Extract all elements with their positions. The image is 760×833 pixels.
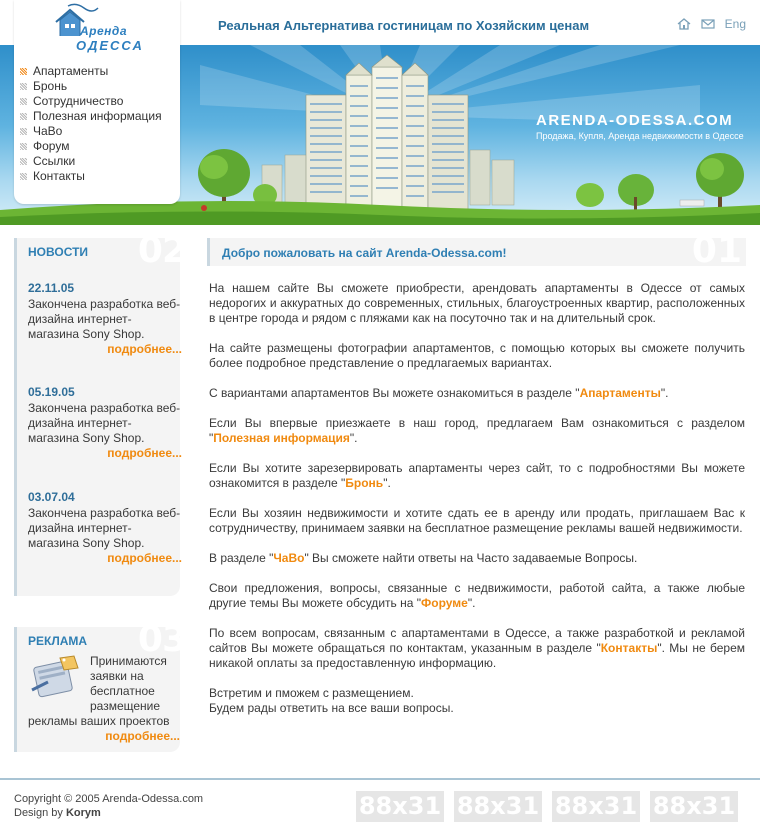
text-span: В разделе " xyxy=(209,551,274,565)
main-header xyxy=(207,230,746,271)
paragraph: На сайте размещены фотографии апартаментов, с помощью которых вы сможете получить более подробное представление о предлагаемых вариантах. xyxy=(209,341,745,370)
menu-item-faq[interactable] xyxy=(20,124,162,139)
menu-item-booking[interactable] xyxy=(20,79,162,94)
mail-icon[interactable] xyxy=(701,18,715,30)
paragraph xyxy=(209,551,745,566)
main-menu xyxy=(20,64,162,184)
design-by-label: Design by xyxy=(14,807,63,819)
news-item xyxy=(28,490,182,566)
text-span: Если Вы впервые приезжаете в наш город, предлагаем Вам ознакомиться с разделом " xyxy=(209,416,745,445)
link-faq[interactable]: ЧаВо xyxy=(273,551,305,565)
menu-item-label: Апартаменты xyxy=(33,64,109,78)
text-span: ". xyxy=(467,596,476,610)
paragraph xyxy=(209,626,745,671)
paragraph xyxy=(209,386,745,401)
footer-divider xyxy=(0,778,760,780)
menu-item-cooperation[interactable] xyxy=(20,94,162,109)
home-icon[interactable] xyxy=(677,18,691,30)
page-title: Добро пожаловать на сайт Arenda-Odessa.com! xyxy=(222,246,507,260)
main-header-number: 01 xyxy=(691,230,742,271)
main-content xyxy=(209,281,745,731)
text-span: ". xyxy=(383,476,391,490)
text-span: ". Мы не берем никакой оплаты за предоставленную информацию. xyxy=(209,641,746,670)
banner-button-88x31[interactable]: 88x31 xyxy=(552,791,640,822)
hero-site-title: ARENDA-ODESSA.COM xyxy=(536,112,734,129)
author-link[interactable]: Korym xyxy=(65,807,101,819)
ads-more-link[interactable]: подробнее... xyxy=(105,729,180,743)
text-span: ". xyxy=(349,431,358,445)
paragraph: Если Вы хозяин недвижимости и хотите сдать ее в аренду или продать, приглашаем Вас к сотрудничеству, принимаем заявки на бесплатное размещение рекламы вашей недвижимости. xyxy=(209,506,745,535)
link-useful-info[interactable]: Полезная информация xyxy=(213,431,350,445)
footer-buttons xyxy=(356,791,738,822)
news-text: Закончена разработка веб-дизайна интернет-магазина Sony Shop. xyxy=(28,297,181,341)
link-apartments[interactable]: Апартаменты xyxy=(579,386,661,400)
news-date: 05.19.05 xyxy=(28,385,75,399)
logo-text-line2: ОДЕССА xyxy=(76,38,144,53)
menu-item-useful-info[interactable] xyxy=(20,109,162,124)
news-more-link[interactable]: подробнее... xyxy=(107,342,182,356)
news-box-number: 02 xyxy=(137,230,186,271)
news-text: Закончена разработка веб-дизайна интернет-магазина Sony Shop. xyxy=(28,401,181,445)
hero-site-subtitle: Продажа, Купля, Аренда недвижимости в Одессе xyxy=(536,131,744,141)
bullet-icon xyxy=(20,113,27,120)
ads-text: Принимаются заявки на бесплатное размещение рекламы ваших проектов xyxy=(28,654,170,728)
text-span: С вариантами апартаментов Вы можете ознакомиться в разделе " xyxy=(209,386,580,400)
paragraph: На нашем сайте Вы сможете приобрести, арендовать апартаменты в Одессе от самых недорогих и аккуратных до современных, стильных, благоустроенных квартир, расположенных в центре города и рядом с пляжами как на посуточно так и на длительный срок. xyxy=(209,281,745,325)
menu-item-links[interactable] xyxy=(20,154,162,169)
copyright-text: Copyright © 2005 Arenda-Odessa.com xyxy=(14,793,204,805)
ads-box xyxy=(14,619,186,752)
logo-text-line1: Аренда xyxy=(80,24,128,38)
news-box-title: НОВОСТИ xyxy=(28,245,89,259)
news-more-link[interactable]: подробнее... xyxy=(107,551,182,565)
site-logo[interactable] xyxy=(54,2,144,56)
menu-item-label: Ссылки xyxy=(33,154,76,168)
bullet-icon xyxy=(20,68,27,75)
main-menu-panel xyxy=(14,0,180,204)
banner-button-88x31[interactable]: 88x31 xyxy=(356,791,444,822)
top-icons xyxy=(677,17,746,31)
design-credit xyxy=(14,806,203,820)
banner-button-88x31[interactable]: 88x31 xyxy=(650,791,738,822)
bullet-icon xyxy=(20,143,27,150)
menu-item-label: Форум xyxy=(33,139,70,153)
text-span: Свои предложения, вопросы, связанные с недвижимости, работой сайта, а также любые другие темы Вы можете обсудить на " xyxy=(209,581,745,610)
paragraph xyxy=(209,416,745,446)
link-contacts[interactable]: Контакты xyxy=(600,641,658,655)
link-booking[interactable]: Бронь xyxy=(345,476,384,490)
bullet-icon xyxy=(20,173,27,180)
paragraph xyxy=(209,686,745,716)
ads-content xyxy=(28,654,180,744)
site-slogan: Реальная Альтернатива гостиницам по Хозяйским ценам xyxy=(218,18,590,33)
bullet-icon xyxy=(20,128,27,135)
paragraph xyxy=(209,461,745,491)
ads-box-number: 03 xyxy=(137,619,186,660)
bullet-icon xyxy=(20,158,27,165)
bullet-icon xyxy=(20,98,27,105)
menu-item-forum[interactable] xyxy=(20,139,162,154)
text-span: Будем рады ответить на все ваши вопросы. xyxy=(209,701,454,715)
ads-box-title: РЕКЛАМА xyxy=(28,634,88,648)
news-date: 03.07.04 xyxy=(28,490,75,504)
bullet-icon xyxy=(20,83,27,90)
menu-item-contacts[interactable] xyxy=(20,169,162,184)
news-text: Закончена разработка веб-дизайна интернет-магазина Sony Shop. xyxy=(28,506,181,550)
text-span: Если Вы хотите зарезервировать апартаменты через сайт, то с подробностями Вы можете ознакомится в разделе " xyxy=(209,461,745,490)
text-span: По всем вопросам, связанным с апартаментами в Одессе, а также разработкой и рекламой сайтов Вы можете обращаться по контактам, указанным в разделе " xyxy=(209,626,745,655)
menu-item-label: Бронь xyxy=(33,79,68,93)
news-item xyxy=(28,281,182,357)
banner-button-88x31[interactable]: 88x31 xyxy=(454,791,542,822)
menu-item-label: Сотрудничество xyxy=(33,94,124,108)
footer-copyright xyxy=(14,792,203,820)
news-box xyxy=(14,230,186,596)
paragraph xyxy=(209,581,745,611)
news-more-link[interactable]: подробнее... xyxy=(107,446,182,460)
menu-item-label: Полезная информация xyxy=(33,109,162,123)
language-link-eng[interactable]: Eng xyxy=(724,17,746,31)
news-date: 22.11.05 xyxy=(28,281,75,295)
text-span: " Вы сможете найти ответы на Часто задаваемые Вопросы. xyxy=(304,551,638,565)
clipboard-tag-icon xyxy=(28,654,84,700)
text-span: Встретим и пможем с размещением. xyxy=(209,686,414,700)
news-item xyxy=(28,385,182,461)
text-span: ". xyxy=(660,386,669,400)
link-forum[interactable]: Форуме xyxy=(421,596,468,610)
menu-item-label: ЧаВо xyxy=(33,124,63,138)
menu-item-label: Контакты xyxy=(33,169,85,183)
menu-item-apartments[interactable] xyxy=(20,64,162,79)
